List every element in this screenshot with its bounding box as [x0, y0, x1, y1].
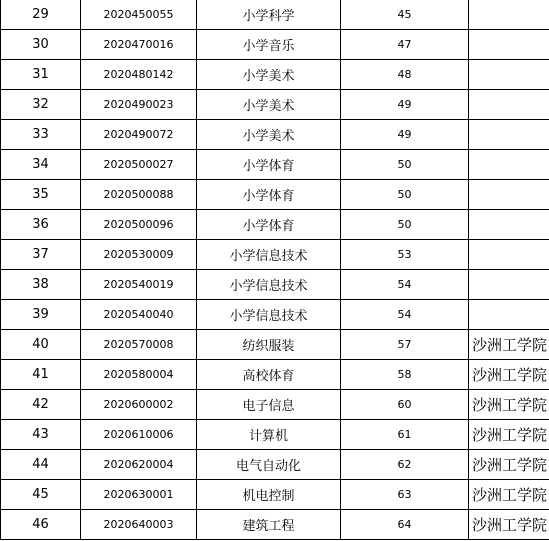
table-row: [1, 150, 549, 180]
cell-position-code: 58: [341, 360, 469, 390]
cell-position-code: 60: [341, 390, 469, 420]
cell-number: 45: [1, 480, 81, 510]
table-row: [1, 420, 549, 450]
cell-exam-id: 2020610006: [81, 420, 197, 450]
table-row: [1, 30, 549, 60]
cell-subject: 电子信息: [197, 390, 341, 420]
table-row: [1, 390, 549, 420]
cell-organization: [469, 240, 549, 270]
cell-subject: 小学美术: [197, 90, 341, 120]
cell-subject: 小学信息技术: [197, 300, 341, 330]
cell-organization: [469, 150, 549, 180]
cell-exam-id: 2020540040: [81, 300, 197, 330]
table-row: [1, 60, 549, 90]
cell-organization: [469, 90, 549, 120]
cell-position-code: 50: [341, 150, 469, 180]
cell-number: 29: [1, 0, 81, 30]
cell-position-code: 64: [341, 510, 469, 540]
cell-organization: [469, 300, 549, 330]
cell-position-code: 48: [341, 60, 469, 90]
cell-position-code: 57: [341, 330, 469, 360]
cell-subject: 电气自动化: [197, 450, 341, 480]
cell-exam-id: 2020640003: [81, 510, 197, 540]
cell-subject: 小学体育: [197, 150, 341, 180]
cell-exam-id: 2020500096: [81, 210, 197, 240]
cell-number: 40: [1, 330, 81, 360]
cell-subject: 计算机: [197, 420, 341, 450]
cell-organization: 沙洲工学院: [469, 330, 549, 360]
cell-subject: 小学体育: [197, 210, 341, 240]
cell-number: 44: [1, 450, 81, 480]
cell-organization: [469, 30, 549, 60]
cell-position-code: 49: [341, 120, 469, 150]
table-row: [1, 240, 549, 270]
cell-number: 39: [1, 300, 81, 330]
cell-number: 36: [1, 210, 81, 240]
cell-position-code: 61: [341, 420, 469, 450]
table-row: [1, 270, 549, 300]
table-row: [1, 120, 549, 150]
cell-number: 34: [1, 150, 81, 180]
cell-position-code: 54: [341, 300, 469, 330]
cell-number: 35: [1, 180, 81, 210]
table-row: [1, 480, 549, 510]
cell-exam-id: 2020540019: [81, 270, 197, 300]
cell-number: 38: [1, 270, 81, 300]
cell-position-code: 49: [341, 90, 469, 120]
cell-position-code: 50: [341, 210, 469, 240]
cell-position-code: 62: [341, 450, 469, 480]
cell-organization: [469, 60, 549, 90]
cell-subject: 小学美术: [197, 60, 341, 90]
cell-number: 37: [1, 240, 81, 270]
cell-exam-id: 2020530009: [81, 240, 197, 270]
cell-organization: 沙洲工学院: [469, 450, 549, 480]
cell-subject: 纺织服装: [197, 330, 341, 360]
cell-exam-id: 2020450055: [81, 0, 197, 30]
cell-subject: 小学信息技术: [197, 240, 341, 270]
cell-position-code: 50: [341, 180, 469, 210]
cell-exam-id: 2020500088: [81, 180, 197, 210]
cell-number: 31: [1, 60, 81, 90]
cell-position-code: 53: [341, 240, 469, 270]
table-row: [1, 330, 549, 360]
cell-exam-id: 2020470016: [81, 30, 197, 60]
cell-organization: [469, 0, 549, 30]
cell-organization: [469, 270, 549, 300]
cell-organization: 沙洲工学院: [469, 390, 549, 420]
cell-number: 46: [1, 510, 81, 540]
cell-number: 42: [1, 390, 81, 420]
cell-organization: 沙洲工学院: [469, 480, 549, 510]
cell-exam-id: 2020630001: [81, 480, 197, 510]
cell-number: 33: [1, 120, 81, 150]
cell-number: 43: [1, 420, 81, 450]
results-table-body: [1, 0, 549, 540]
cell-subject: 高校体育: [197, 360, 341, 390]
table-row: [1, 510, 549, 540]
cell-organization: 沙洲工学院: [469, 510, 549, 540]
cell-position-code: 54: [341, 270, 469, 300]
cell-subject: 建筑工程: [197, 510, 341, 540]
cell-exam-id: 2020600002: [81, 390, 197, 420]
cell-organization: [469, 180, 549, 210]
cell-subject: 小学体育: [197, 180, 341, 210]
table-row: [1, 180, 549, 210]
cell-organization: [469, 210, 549, 240]
cell-subject: 小学科学: [197, 0, 341, 30]
cell-organization: 沙洲工学院: [469, 360, 549, 390]
cell-subject: 小学美术: [197, 120, 341, 150]
cell-position-code: 45: [341, 0, 469, 30]
cell-position-code: 63: [341, 480, 469, 510]
cell-subject: 机电控制: [197, 480, 341, 510]
cell-exam-id: 2020490072: [81, 120, 197, 150]
cell-number: 41: [1, 360, 81, 390]
table-row: [1, 210, 549, 240]
cell-exam-id: 2020500027: [81, 150, 197, 180]
cell-exam-id: 2020490023: [81, 90, 197, 120]
cell-exam-id: 2020480142: [81, 60, 197, 90]
cell-number: 30: [1, 30, 81, 60]
table-row: [1, 300, 549, 330]
table-row: [1, 0, 549, 30]
cell-organization: [469, 120, 549, 150]
table-row: [1, 90, 549, 120]
cell-subject: 小学信息技术: [197, 270, 341, 300]
cell-exam-id: 2020620004: [81, 450, 197, 480]
table-row: [1, 360, 549, 390]
cell-position-code: 47: [341, 30, 469, 60]
table-row: [1, 450, 549, 480]
cell-exam-id: 2020570008: [81, 330, 197, 360]
cell-organization: 沙洲工学院: [469, 420, 549, 450]
cell-subject: 小学音乐: [197, 30, 341, 60]
cell-exam-id: 2020580004: [81, 360, 197, 390]
cell-number: 32: [1, 90, 81, 120]
